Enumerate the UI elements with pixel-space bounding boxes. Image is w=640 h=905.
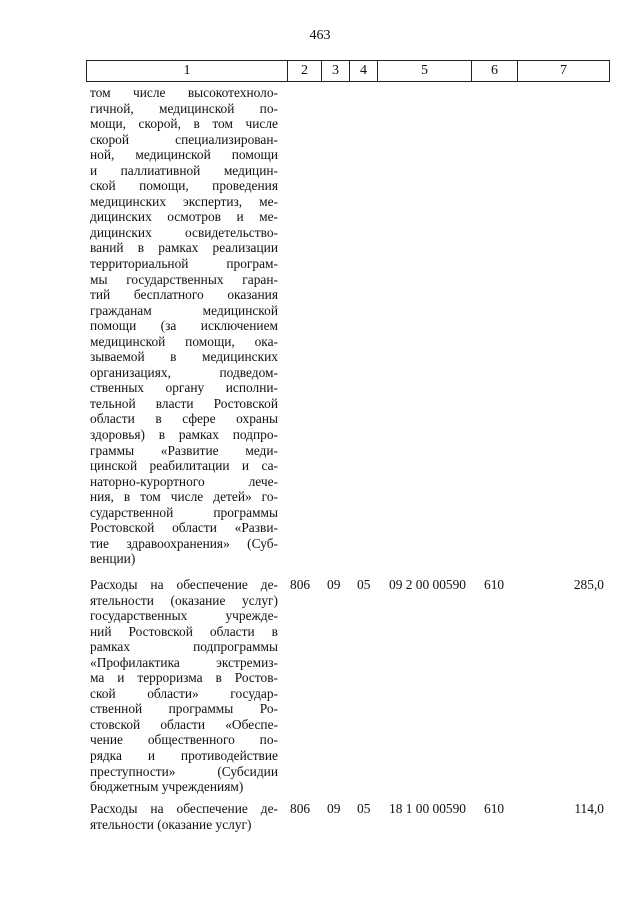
description-line: ятельности (оказание услуг) — [90, 816, 252, 832]
description-line: сударственной программы — [90, 504, 278, 520]
header-col-7: 7 — [517, 61, 609, 81]
description-line: медицинской помощи, ока- — [90, 333, 278, 349]
description-line: Расходы на обеспечение де- — [90, 577, 278, 592]
expense-type-code: 610 — [484, 801, 505, 816]
description-line: наторно-курортного лече- — [90, 473, 278, 489]
description-line: помощи (за исключением — [90, 318, 278, 334]
description-line: организациях, подведом- — [90, 364, 278, 380]
target-article-code: 09 2 00 00590 — [389, 577, 466, 592]
description-line: ния, в том числе детей» го- — [90, 489, 278, 505]
target-article-code: 18 1 00 00590 — [389, 801, 466, 816]
description-line: Ростовской области «Разви- — [90, 520, 278, 536]
description-line: граммы «Развитие меди- — [90, 442, 278, 458]
description-line: ской помощи, проведения — [90, 178, 278, 194]
section-code: 09 — [327, 801, 341, 816]
description-line: ственных органу исполни- — [90, 380, 278, 396]
description-line: тельной власти Ростовской — [90, 395, 278, 411]
amount: 114,0 — [574, 801, 604, 816]
description-line: медицинских экспертиз, ме- — [90, 193, 278, 209]
description-line: ма и терроризма в Ростов- — [90, 670, 278, 686]
header-col-4: 4 — [349, 61, 377, 81]
table-header — [86, 60, 610, 82]
description-line: гичной, медицинской по- — [90, 100, 278, 116]
header-col-6: 6 — [471, 61, 517, 81]
description-line: области в сфере охраны — [90, 411, 278, 427]
description-line: государственных учрежде- — [90, 608, 278, 624]
description-line: здоровья) в рамках подпро- — [90, 427, 278, 443]
description-line: тие здравоохранения» (Суб- — [90, 535, 278, 551]
description-line: венции) — [90, 551, 136, 567]
description-line: ской области» государ- — [90, 685, 278, 701]
header-col-5: 5 — [377, 61, 471, 81]
page-number: 463 — [309, 28, 331, 43]
description-line: «Профилактика экстремиз- — [90, 654, 278, 670]
description-line: чение общественного по- — [90, 732, 278, 748]
description-line: стовской области «Обеспе- — [90, 716, 278, 732]
table-row-description — [90, 801, 278, 832]
description-line: ственной программы Ро- — [90, 701, 278, 717]
description-line: ний Ростовской области в — [90, 623, 278, 639]
description-line: мощи, скорой, в том числе — [90, 116, 278, 132]
expense-type-code: 610 — [484, 577, 505, 592]
description-line: рамках подпрограммы — [90, 639, 278, 655]
description-line: дицинских осмотров и ме- — [90, 209, 278, 225]
description-line: и паллиативной медицин- — [90, 162, 278, 178]
header-col-1: 1 — [183, 63, 191, 78]
table-row-description — [90, 577, 278, 795]
description-line: преступности» (Субсидии — [90, 763, 278, 779]
description-line: цинской реабилитации и са- — [90, 458, 278, 474]
description-line: мы государственных гаран- — [90, 271, 278, 287]
grbs-code: 806 — [290, 577, 311, 592]
description-line: гражданам медицинской — [90, 302, 278, 318]
description-line: ятельности (оказание услуг) — [90, 592, 278, 608]
amount: 285,0 — [573, 577, 604, 592]
description-line: зываемой в медицинских — [90, 349, 278, 365]
description-line: рядка и противодействие — [90, 748, 278, 764]
section-code: 09 — [327, 577, 341, 592]
header-col-2: 2 — [287, 61, 321, 81]
table-row-description — [90, 85, 278, 567]
subsection-code: 05 — [357, 577, 371, 592]
description-line: территориальной програм- — [90, 256, 278, 272]
subsection-code: 05 — [357, 801, 371, 816]
description-line: том числе высокотехноло- — [90, 85, 278, 100]
description-line: скорой специализирован- — [90, 131, 278, 147]
description-line: бюджетным учреждениям) — [90, 779, 244, 795]
description-line: ваний в рамках реализации — [90, 240, 278, 256]
description-line: ной, медицинской помощи — [90, 147, 278, 163]
description-line: дицинских освидетельство- — [90, 224, 278, 240]
description-line: Расходы на обеспечение де- — [90, 801, 278, 816]
header-col-3: 3 — [321, 61, 349, 81]
description-line: тий бесплатного оказания — [90, 287, 278, 303]
grbs-code: 806 — [290, 801, 311, 816]
